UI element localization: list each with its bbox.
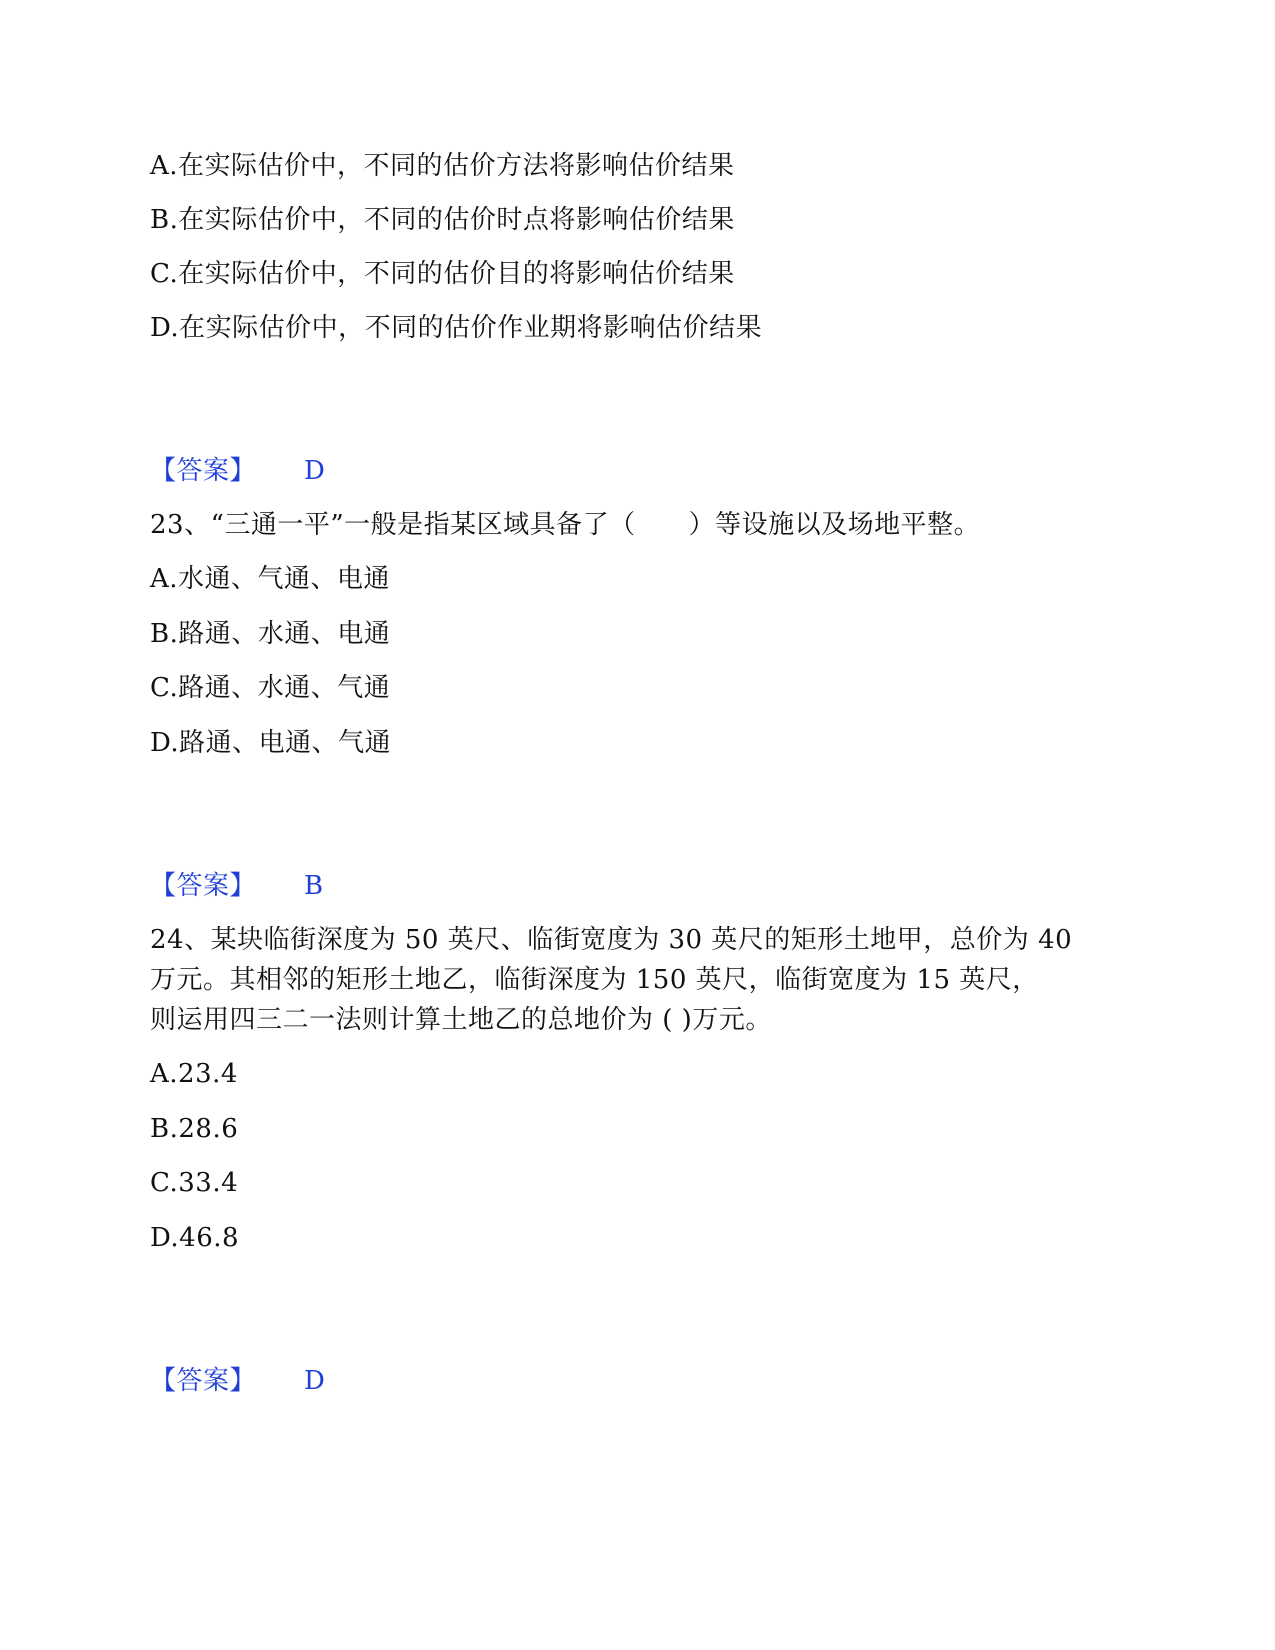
- q24-option-a: A.23.4: [150, 1059, 238, 1089]
- q24-stem-line-2: 万元。其相邻的矩形土地乙，临街深度为 150 英尺，临街宽度为 15 英尺，: [150, 965, 1039, 995]
- q23-option-b: B.路通、水通、电通: [150, 619, 391, 649]
- q23-option-a: A.水通、气通、电通: [150, 564, 391, 594]
- q22-option-c: C.在实际估价中，不同的估价目的将影响估价结果: [150, 259, 735, 289]
- q24-answer-row: [150, 1365, 325, 1397]
- q24-stem-line-1: 24、某块临街深度为 50 英尺、临街宽度为 30 英尺的矩形土地甲，总价为 40: [150, 925, 1073, 955]
- q23-option-c: C.路通、水通、气通: [150, 673, 391, 703]
- q24-option-d: D.46.8: [150, 1223, 240, 1253]
- q22-option-b: B.在实际估价中，不同的估价时点将影响估价结果: [150, 205, 735, 235]
- q24-option-c: C.33.4: [150, 1168, 239, 1198]
- q22-option-d: D.在实际估价中，不同的估价作业期将影响估价结果: [150, 313, 763, 343]
- answer-label: 【答案】: [150, 871, 257, 901]
- q24-option-b: B.28.6: [150, 1114, 239, 1144]
- answer-value: D: [304, 1366, 326, 1396]
- answer-label: 【答案】: [150, 1366, 257, 1396]
- q23-answer-row: [150, 870, 324, 902]
- q23-option-d: D.路通、电通、气通: [150, 728, 392, 758]
- answer-value: D: [304, 456, 326, 486]
- q22-option-a: A.在实际估价中，不同的估价方法将影响估价结果: [150, 151, 735, 181]
- answer-label: 【答案】: [150, 456, 257, 486]
- q22-answer-row: [150, 455, 325, 487]
- q23-stem: 23、“三通一平”一般是指某区域具备了（ ）等设施以及场地平整。: [150, 510, 981, 540]
- answer-value: B: [304, 871, 324, 901]
- q24-stem-line-3: 则运用四三二一法则计算土地乙的总地价为 ( )万元。: [150, 1005, 772, 1035]
